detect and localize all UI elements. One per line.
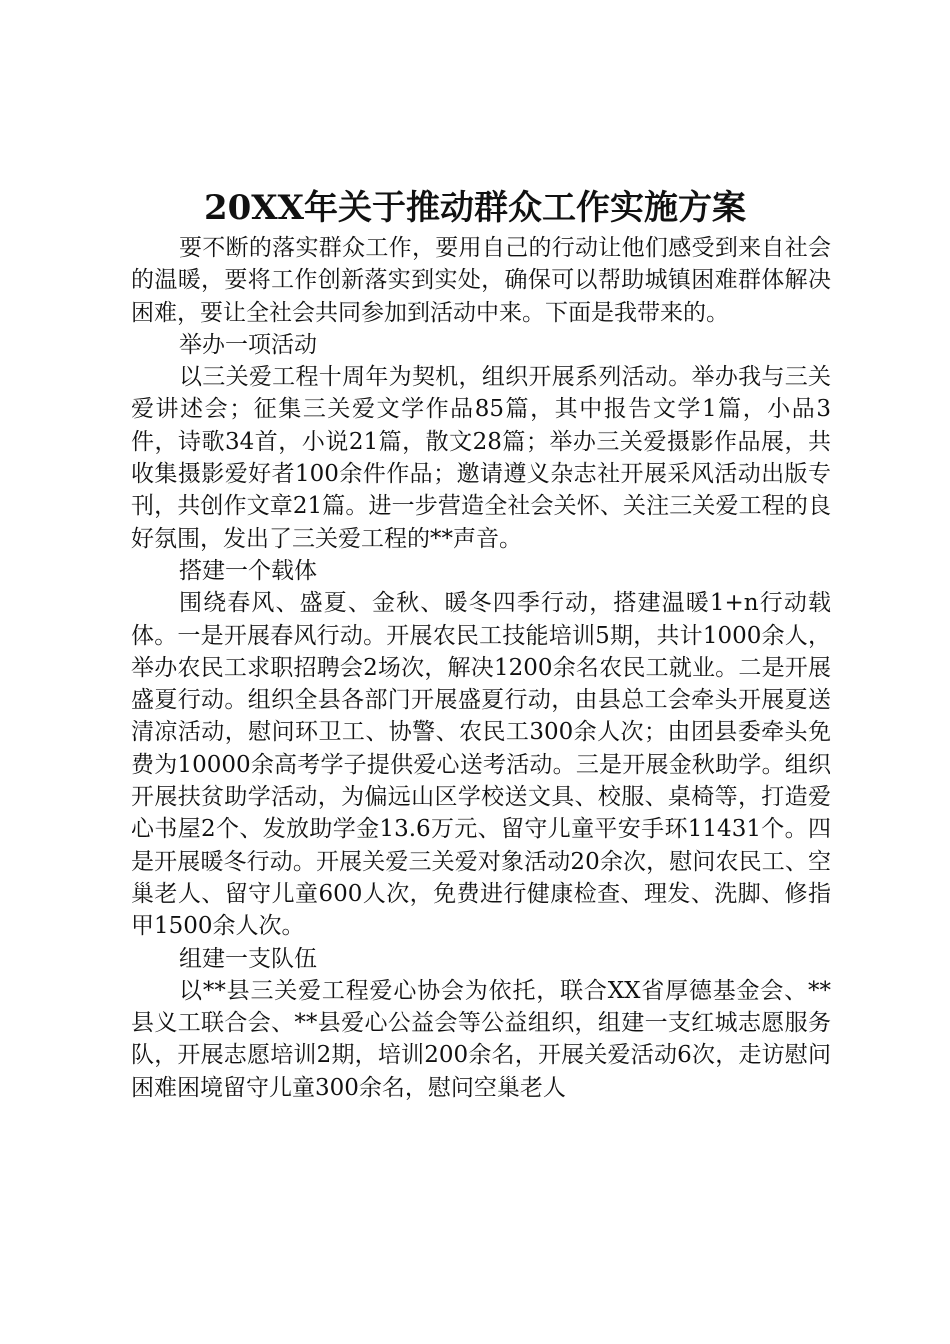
document-title: 20XX年关于推动群众工作实施方案 — [203, 188, 747, 228]
section-body-team: 以**县三关爱工程爱心协会为依托，联合XX省厚德基金会、**县义工联合会、**县爱心公益会等公益组织，组建一支红城志愿服务队，开展志愿培训2期，培训200余名，开展关爱活动6次，走访慰问困难困境留守儿童300余名，慰问空巢老人 — [131, 977, 831, 1101]
section-heading-carrier: 搭建一个载体 — [179, 557, 317, 584]
section-heading-team: 组建一支队伍 — [179, 945, 317, 972]
section-heading-activity: 举办一项活动 — [179, 331, 317, 358]
section-body-carrier: 围绕春风、盛夏、金秋、暖冬四季行动，搭建温暖1+n行动载体。一是开展春风行动。开展农民工技能培训5期，共计1000余人，举办农民工求职招聘会2场次，解决1200余名农民工就业。二是开展盛夏行动。组织全县各部门开展盛夏行动，由县总工会牵头开展夏送清凉活动，慰问环卫工、协警、农民工300余人次；由团县委牵头免费为10000余高考学子提供爱心送考活动。三是开展金秋助学。组织开展扶贫助学活动，为偏远山区学校送文具、校服、桌椅等，打造爱心书屋2个、发放助学金13.6万元、留守儿童平安手环11431个。四是开展暖冬行动。开展关爱三关爱对象活动20余次，慰问农民工、空巢老人、留守儿童600人次，免费进行健康检查、理发、洗脚、修指甲1500余人次。 — [131, 590, 831, 940]
section-body-activity: 以三关爱工程十周年为契机，组织开展系列活动。举办我与三关爱讲述会；征集三关爱文学作品85篇，其中报告文学1篇，小品3件，诗歌34首，小说21篇，散文28篇；举办三关爱摄影作品展，共收集摄影爱好者100余件作品；邀请遵义杂志社开展采风活动出版专刊，共创作文章21篇。进一步营造全社会关怀、关注三关爱工程的良好氛围，发出了三关爱工程的**声音。 — [131, 364, 831, 552]
intro-paragraph: 要不断的落实群众工作，要用自己的行动让他们感受到来自社会的温暖，要将工作创新落实到实处，确保可以帮助城镇困难群体解决困难，要让全社会共同参加到活动中来。下面是我带来的。 — [131, 235, 831, 326]
document-body — [131, 232, 831, 1104]
